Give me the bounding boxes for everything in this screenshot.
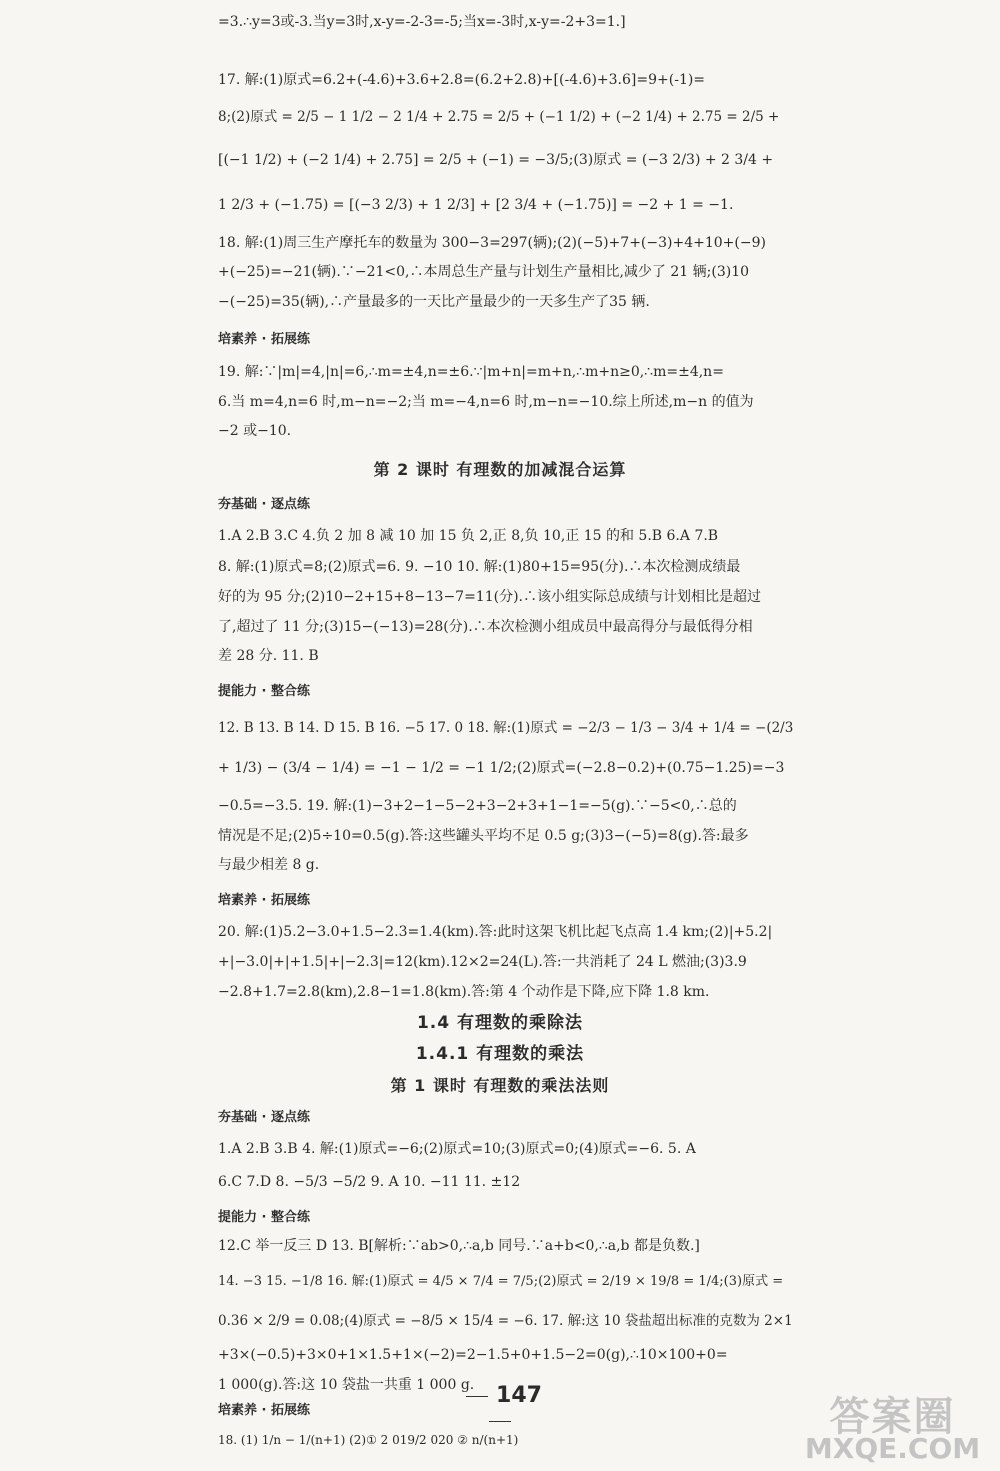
watermark-url: MXQE.COM: [804, 1432, 981, 1465]
page-number: [440, 1383, 560, 1433]
answer-line: =3.∴y=3或-3.当y=3时,x-y=-2-3=-5;当x=-3时,x-y=-2+3=1.]: [218, 14, 626, 30]
section-heading: 培素养 · 拓展练: [218, 332, 310, 347]
section-heading: 提能力 · 整合练: [218, 1210, 310, 1225]
section-heading: 培素养 · 拓展练: [218, 1403, 310, 1418]
answer-line: 1.A 2.B 3.B 4. 解:(1)原式=−6;(2)原式=10;(3)原式=0;(4)原式=−6. 5. A: [218, 1141, 696, 1157]
answer-line: −2 或−10.: [218, 423, 292, 439]
section-heading: 夯基础 · 逐点练: [218, 1110, 310, 1125]
answer-line: +|−3.0|+|+1.5|+|−2.3|=12(km).12×2=24(L).答:一共消耗了 24 L 燃油;(3)3.9: [218, 954, 747, 970]
section-heading: 培素养 · 拓展练: [218, 893, 310, 908]
answer-line: + 1/3) − (3/4 − 1/4) = −1 − 1/2 = −1 1/2;(2)原式=(−2.8−0.2)+(0.75−1.25)=−3: [218, 760, 785, 776]
answer-line: 与最少相差 8 g.: [218, 857, 320, 873]
answer-line: [(−1 1/2) + (−2 1/4) + 2.75] = 2/5 + (−1) = −3/5;(3)原式 = (−3 2/3) + 2 3/4 +: [218, 152, 774, 168]
answer-line: 17. 解:(1)原式=6.2+(-4.6)+3.6+2.8=(6.2+2.8)+[(-4.6)+3.6]=9+(-1)=: [218, 72, 706, 88]
answer-line: 差 28 分. 11. B: [218, 648, 319, 664]
answer-line: 6.C 7.D 8. −5/3 −5/2 9. A 10. −11 11. ±12: [218, 1174, 521, 1190]
answer-line: −2.8+1.7=2.8(km),2.8−1=1.8(km).答:第 4 个动作是下降,应下降 1.8 km.: [218, 984, 710, 1000]
answer-line: −(−25)=35(辆),∴产量最多的一天比产量最少的一天多生产了35 辆.: [218, 294, 650, 310]
answer-line: 好的为 95 分;(2)10−2+15+8−13−7=11(分).∴该小组实际总成绩与计划相比是超过: [218, 589, 761, 605]
chapter-title: 1.4 有理数的乘除法: [416, 1013, 584, 1033]
answer-line: 1 2/3 + (−1.75) = [(−3 2/3) + 1 2/3] + [2 3/4 + (−1.75)] = −2 + 1 = −1.: [218, 197, 734, 213]
answer-line: 20. 解:(1)5.2−3.0+1.5−2.3=1.4(km).答:此时这架飞机比起飞点高 1.4 km;(2)|+5.2|: [218, 924, 773, 940]
section-heading: 提能力 · 整合练: [218, 684, 310, 699]
lesson-title: 第 1 课时 有理数的乘法法则: [390, 1076, 610, 1095]
answer-line: 6.当 m=4,n=6 时,m−n=−2;当 m=−4,n=6 时,m−n=−10.综上所述,m−n 的值为: [218, 394, 754, 410]
page-number-dash: [466, 1396, 488, 1397]
answer-line: 1.A 2.B 3.C 4.负 2 加 8 减 10 加 15 负 2,正 8,负 10,正 15 的和 5.B 6.A 7.B: [218, 528, 719, 544]
answer-line: 了,超过了 11 分;(3)15−(−13)=28(分).∴本次检测小组成员中最高得分与最低得分相: [218, 619, 753, 635]
answer-line: +(−25)=−21(辆).∵−21<0,∴本周总生产量与计划生产量相比,减少了 21 辆;(3)10: [218, 264, 750, 280]
answer-line: 12. B 13. B 14. D 15. B 16. −5 17. 0 18. 解:(1)原式 = −2/3 − 1/3 − 3/4 + 1/4 = −(2/3: [218, 720, 794, 736]
answer-line: 8;(2)原式 = 2/5 − 1 1/2 − 2 1/4 + 2.75 = 2/5 + (−1 1/2) + (−2 1/4) + 2.75 = 2/5 +: [218, 109, 780, 125]
page-number-dash: [489, 1421, 511, 1422]
answer-line: −0.5=−3.5. 19. 解:(1)−3+2−1−5−2+3−2+3+1−1=−5(g).∵−5<0,∴总的: [218, 798, 737, 814]
watermark-logo: 答案圈: [829, 1394, 956, 1440]
section-heading: 夯基础 · 逐点练: [218, 497, 310, 512]
answer-line: 1 000(g).答:这 10 袋盐一共重 1 000 g.: [218, 1377, 475, 1393]
lesson-title: 第 2 课时 有理数的加减混合运算: [373, 460, 627, 479]
answer-line: 情况是不足;(2)5÷10=0.5(g).答:这些罐头平均不足 0.5 g;(3)3−(−5)=8(g).答:最多: [218, 828, 749, 844]
answer-line: 12.C 举一反三 D 13. B[解析:∵ab>0,∴a,b 同号.∵a+b<0,∴a,b 都是负数.]: [218, 1238, 700, 1254]
answer-line: 14. −3 15. −1/8 16. 解:(1)原式 = 4/5 × 7/4 = 7/5;(2)原式 = 2/19 × 19/8 = 1/4;(3)原式 =: [218, 1274, 784, 1289]
answer-line: +3×(−0.5)+3×0+1×1.5+1×(−2)=2−1.5+0+1.5−2=0(g),∴10×100+0=: [218, 1347, 728, 1363]
page-number-text: 147: [496, 1383, 542, 1408]
answer-line: 19. 解:∵|m|=4,|n|=6,∴m=±4,n=±6.∵|m+n|=m+n,∴m+n≥0,∴m=±4,n=: [218, 364, 724, 380]
subchapter-title: 1.4.1 有理数的乘法: [415, 1044, 585, 1064]
answer-line: 8. 解:(1)原式=8;(2)原式=6. 9. −10 10. 解:(1)80+15=95(分).∴本次检测成绩最: [218, 559, 741, 575]
answer-line: 18. 解:(1)周三生产摩托车的数量为 300−3=297(辆);(2)(−5)+7+(−3)+4+10+(−9): [218, 235, 766, 251]
answer-line: 0.36 × 2/9 = 0.08;(4)原式 = −8/5 × 15/4 = −6. 17. 解:这 10 袋盐超出标准的克数为 2×1: [218, 1313, 793, 1329]
answer-line: 18. (1) 1/n − 1/(n+1) (2)① 2 019/2 020 ② n/(n+1): [218, 1433, 519, 1447]
